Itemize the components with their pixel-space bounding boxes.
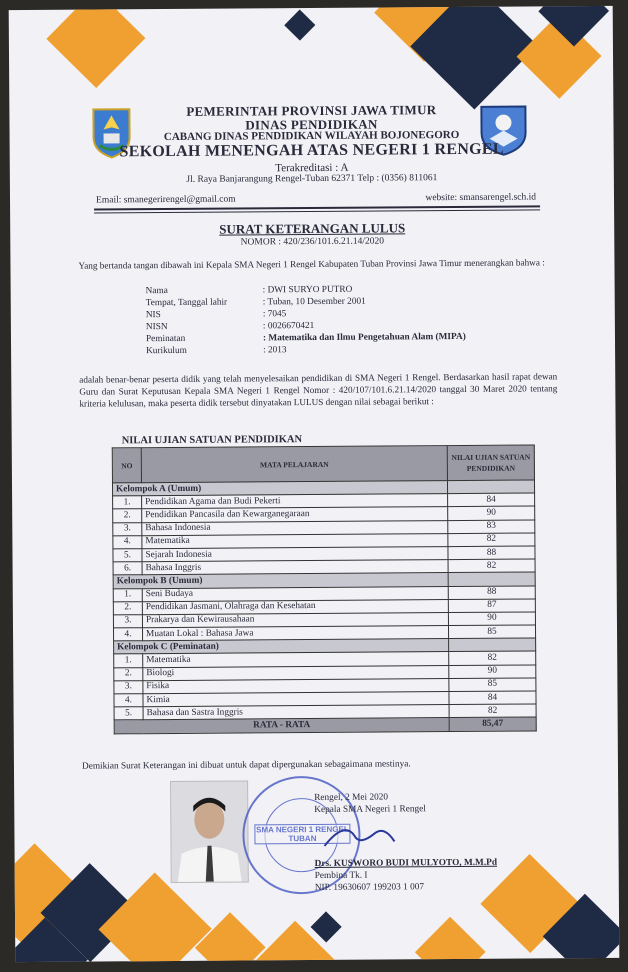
intro-paragraph: Yang bertanda tangan dibawah ini Kepala SMA Negeri 1 Rengel Kabupaten Tuban Provinsi Jawa Timur menerangkan bahwa :	[78, 257, 545, 271]
cell-subject: Prakarya dan Kewirausahaan	[142, 612, 448, 627]
cell-no: 1.	[113, 496, 142, 509]
cell-score: 88	[448, 546, 535, 560]
cell-subject: Pendidikan Agama dan Budi Pekerti	[142, 494, 448, 509]
group-name: Kelompok B (Umum)	[113, 573, 448, 589]
student-info-row	[146, 343, 466, 357]
group-score-cell	[447, 480, 534, 494]
cell-score: 83	[448, 520, 535, 534]
col-no-header: NO	[112, 448, 141, 483]
cell-subject: Pendidikan Jasmani, Olahraga dan Kesehatan	[142, 599, 448, 614]
group-score-cell	[449, 638, 536, 652]
info-label: Peminatan	[145, 333, 186, 345]
cell-subject: Muatan Lokal : Bahasa Jawa	[142, 626, 448, 641]
cell-no: 5.	[114, 707, 143, 720]
decor-shape	[46, 6, 145, 88]
cell-no: 1.	[114, 654, 143, 667]
cell-no: 6.	[113, 562, 142, 575]
signer-nip: NIP. 19630607 199203 1 007	[314, 882, 425, 894]
cell-subject: Biologi	[143, 665, 449, 680]
group-name: Kelompok C (Peminatan)	[114, 639, 449, 655]
table-title: NILAI UJIAN SATUAN PENDIDIKAN	[121, 434, 303, 447]
document-page	[9, 6, 620, 962]
cell-score: 82	[449, 651, 536, 665]
info-label: Kurikulum	[146, 345, 187, 357]
student-info	[146, 283, 466, 357]
cell-subject: Seni Budaya	[142, 586, 448, 601]
letterhead	[9, 102, 614, 187]
cell-score: 90	[448, 612, 535, 626]
decor-shape	[415, 917, 486, 962]
col-score-header: NILAI UJIAN SATUAN PENDIDIKAN	[447, 445, 534, 481]
stamp-text: SMA NEGERI 1 RENGEL TUBAN	[256, 824, 349, 844]
cell-no: 4.	[113, 535, 142, 548]
cell-no: 4.	[114, 694, 143, 707]
student-info-row	[146, 331, 466, 345]
signer-name: Drs. KUSWORO BUDI MULYOTO, M.M.Pd	[314, 857, 498, 870]
decor-shape	[99, 873, 212, 963]
cell-score: 82	[449, 704, 536, 718]
cell-subject: Bahasa Indonesia	[142, 520, 448, 535]
school-email: Email: smanegerirengel@gmail.com	[95, 194, 236, 206]
cell-score: 88	[448, 585, 535, 599]
cell-no: 2.	[113, 509, 142, 522]
signer-position: Kepala SMA Negeri 1 Rengel	[314, 804, 426, 816]
place-date: Rengel, 2 Mei 2020	[314, 792, 389, 804]
letterhead-line: DINAS PENDIDIKAN	[245, 116, 378, 133]
info-label: Tempat, Tanggal lahir	[145, 297, 228, 309]
cell-no: 2.	[113, 601, 142, 614]
accreditation: Terakreditasi : A	[275, 161, 349, 174]
document-number: NOMOR : 420/236/101.6.21.14/2020	[240, 236, 384, 248]
group-score-cell	[448, 572, 535, 586]
school-name: SEKOLAH MENENGAH ATAS NEGERI 1 RENGEL	[119, 140, 504, 161]
info-label: Nama	[145, 286, 168, 297]
cell-no: 3.	[113, 615, 142, 628]
letterhead-line: CABANG DINAS PENDIDIKAN WILAYAH BOJONEGORO	[163, 129, 460, 144]
grades-table	[112, 444, 537, 734]
group-name: Kelompok A (Umum)	[112, 481, 447, 497]
cell-score: 90	[449, 665, 536, 679]
average-value: 85,47	[449, 717, 536, 731]
document-title: SURAT KETERANGAN LULUS	[219, 220, 406, 237]
decor-shape	[311, 911, 342, 942]
cell-score: 84	[449, 691, 536, 705]
col-subject-header: MATA PELAJARAN	[141, 446, 447, 483]
cell-subject: Kimia	[143, 692, 449, 707]
average-label: RATA - RATA	[114, 718, 449, 734]
body-paragraph: adalah benar-benar peserta didik yang telah menyelesaikan pendidikan di SMA Negeri 1 Rengel. Berdasarkan hasil rapat dewan Guru dan Surat Keputusan Kepala SMA Negeri 1 Rengel Nomor : 420/107/101.6.21.14/2020 tanggal 30 Maret 2020 tentang kriteria kelulusan, maka peserta didik tersebut dinyatakan LULUS dengan nilai sebagai berikut :	[79, 371, 558, 409]
cell-subject: Sejarah Indonesia	[142, 547, 448, 562]
info-value: : 7045	[262, 309, 287, 320]
cell-score: 87	[448, 599, 535, 613]
info-label: NIS	[145, 310, 161, 321]
cell-subject: Matematika	[142, 533, 448, 548]
cell-no: 3.	[113, 522, 142, 535]
cell-subject: Bahasa dan Sastra Inggris	[143, 705, 449, 720]
cell-score: 82	[448, 533, 535, 547]
signature-block	[314, 791, 497, 894]
cell-subject: Bahasa Inggris	[142, 560, 448, 575]
contact-line	[96, 192, 536, 205]
cell-no: 1.	[113, 588, 142, 601]
cell-score: 84	[448, 493, 535, 507]
school-website: website: smansarengel.sch.id	[425, 192, 537, 204]
average-row	[114, 717, 536, 733]
cell-subject: Matematika	[143, 652, 449, 667]
decor-shape	[284, 10, 315, 41]
closing-statement: Demikian Surat Keterangan ini dibuat untuk dapat dipergunakan sebagaimana mestinya.	[81, 759, 411, 772]
student-photo	[170, 780, 249, 883]
info-value: : 0026670421	[262, 320, 315, 332]
cell-no: 4.	[114, 628, 143, 641]
info-value: : Matematika dan Ilmu Pengetahuan Alam (MIPA)	[262, 331, 466, 344]
decor-shape	[195, 912, 266, 962]
cell-no: 3.	[114, 681, 143, 694]
cell-no: 5.	[113, 549, 142, 562]
letterhead-line: PEMERINTAH PROVINSI JAWA TIMUR	[186, 102, 437, 119]
info-value: : DWI SURYO PUTRO	[262, 284, 353, 296]
info-label: NISN	[145, 322, 168, 333]
cell-score: 85	[448, 625, 535, 639]
cell-score: 82	[448, 559, 535, 573]
cell-no: 2.	[114, 667, 143, 680]
cell-subject: Pendidikan Pancasila dan Kewarganegaraan	[142, 507, 448, 522]
cell-score: 90	[448, 506, 535, 520]
handwritten-signature	[314, 815, 434, 854]
info-value: : Tuban, 10 Desember 2001	[262, 296, 366, 308]
school-address: Jl. Raya Banjarangung Rengel-Tuban 62371 Telp : (0356) 811061	[186, 173, 438, 186]
cell-score: 85	[449, 678, 536, 692]
signer-rank: Pembina Tk. I	[314, 870, 368, 882]
cell-subject: Fisika	[143, 678, 449, 693]
info-value: : 2013	[263, 345, 287, 356]
